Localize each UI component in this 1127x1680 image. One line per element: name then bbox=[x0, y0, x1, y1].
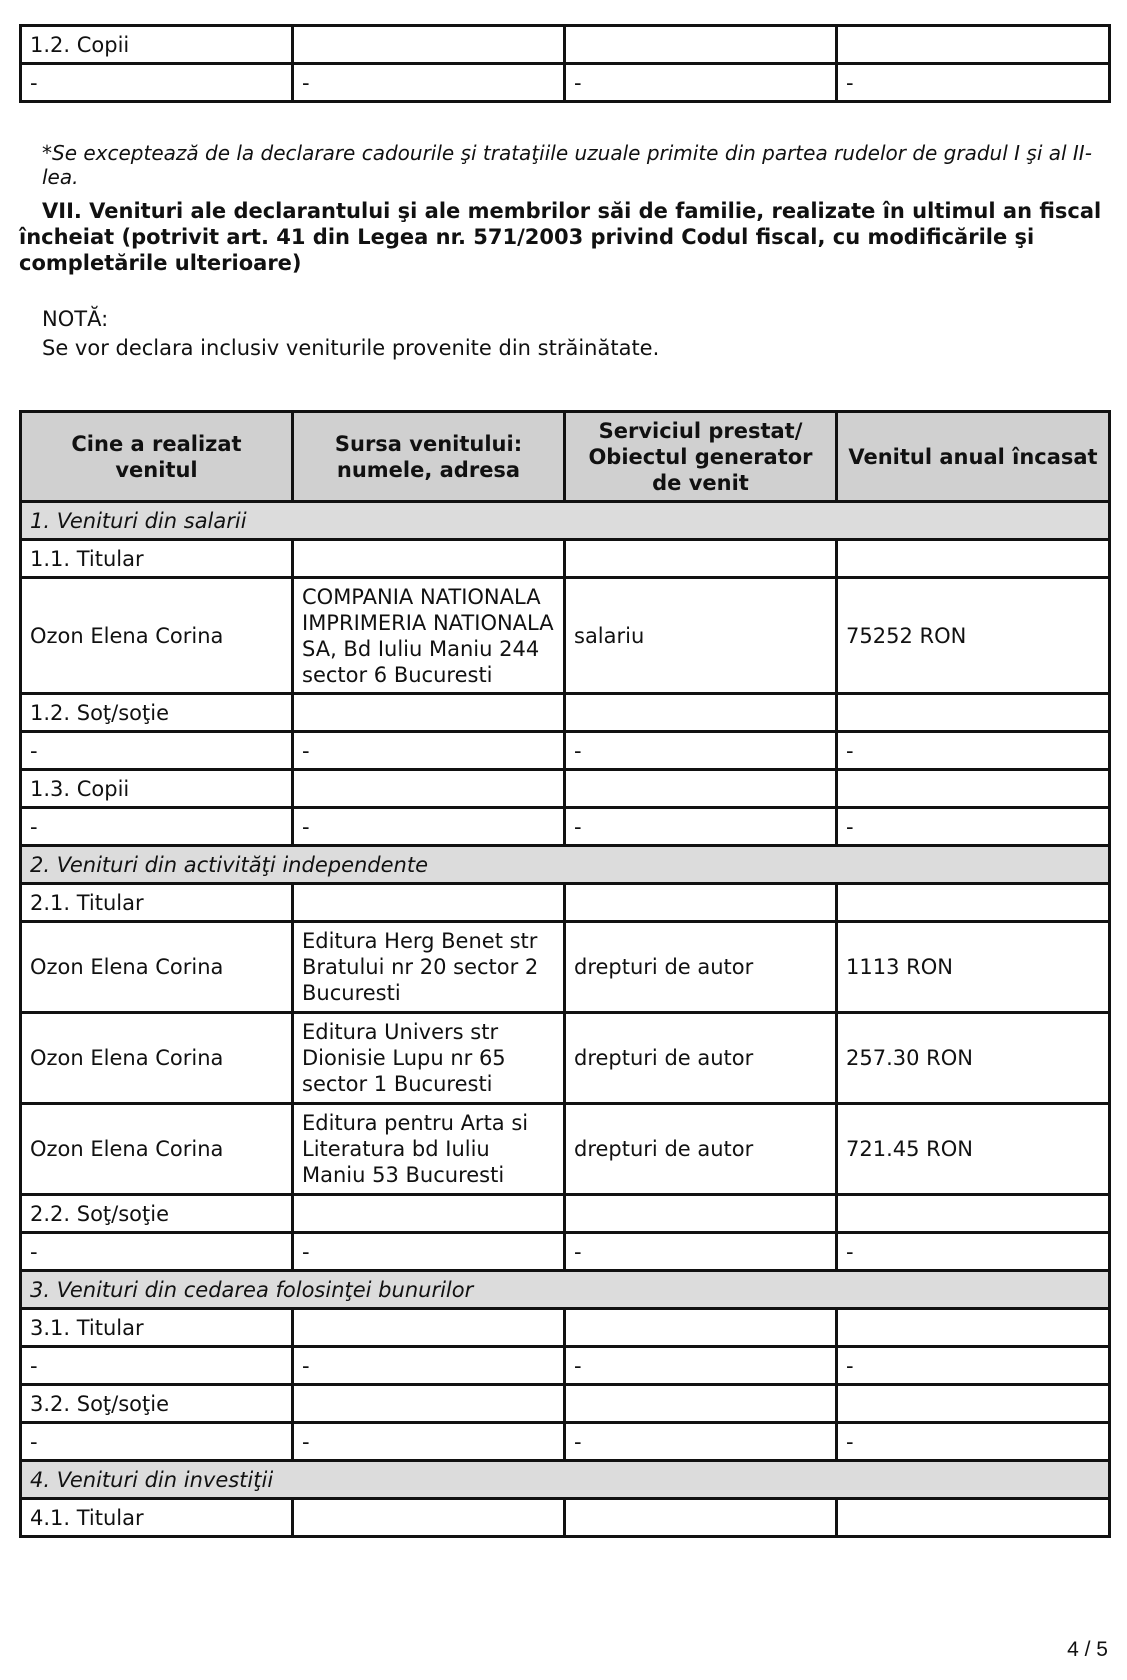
table-cell bbox=[293, 26, 565, 64]
table-row bbox=[21, 26, 1110, 64]
table-cell: - bbox=[837, 732, 1110, 770]
children-table bbox=[19, 24, 1111, 103]
table-cell: drepturi de autor bbox=[565, 1104, 837, 1195]
table-cell: drepturi de autor bbox=[565, 922, 837, 1013]
table-cell: - bbox=[565, 732, 837, 770]
table-cell: 3.2. Soţ/soţie bbox=[21, 1385, 293, 1423]
income-table bbox=[19, 410, 1111, 1538]
table-row bbox=[21, 64, 1110, 102]
table-cell: - bbox=[293, 1347, 565, 1385]
table-cell bbox=[565, 884, 837, 922]
table-cell: 75252 RON bbox=[837, 578, 1110, 694]
table-cell: - bbox=[293, 1423, 565, 1461]
table-cell bbox=[837, 540, 1110, 578]
table-row bbox=[21, 1195, 1110, 1233]
category-row bbox=[21, 846, 1110, 884]
table-cell: Editura Herg Benet str Bratului nr 20 sector 2 Bucuresti bbox=[293, 922, 565, 1013]
table-cell bbox=[565, 26, 837, 64]
header-who: Cine a realizat venitul bbox=[21, 412, 293, 502]
category-label: 2. Venituri din activităţi independente bbox=[21, 846, 1110, 884]
table-row bbox=[21, 808, 1110, 846]
table-cell bbox=[293, 770, 565, 808]
table-cell: - bbox=[837, 64, 1110, 102]
table-row bbox=[21, 1347, 1110, 1385]
table-cell: 721.45 RON bbox=[837, 1104, 1110, 1195]
table-cell bbox=[293, 1195, 565, 1233]
table-cell: - bbox=[565, 1233, 837, 1271]
header-annual-income: Venitul anual încasat bbox=[837, 412, 1110, 502]
table-row bbox=[21, 1423, 1110, 1461]
table-cell bbox=[837, 26, 1110, 64]
table-cell: Editura pentru Arta si Literatura bd Iuliu Maniu 53 Bucuresti bbox=[293, 1104, 565, 1195]
table-cell: Ozon Elena Corina bbox=[21, 1104, 293, 1195]
table-cell: - bbox=[565, 64, 837, 102]
gifts-exception-note: *Se exceptează de la declarare cadourile şi trataţiile uzuale primite din partea rudelor de gradul I şi al II-lea. bbox=[42, 141, 1092, 189]
table-cell: - bbox=[293, 1233, 565, 1271]
table-cell: - bbox=[565, 808, 837, 846]
table-cell: 2.1. Titular bbox=[21, 884, 293, 922]
table-cell: - bbox=[837, 1423, 1110, 1461]
table-cell: - bbox=[21, 64, 293, 102]
page-number: 4 / 5 bbox=[1067, 1638, 1108, 1661]
table-cell bbox=[565, 1309, 837, 1347]
table-cell bbox=[293, 540, 565, 578]
table-cell bbox=[293, 1499, 565, 1537]
table-cell bbox=[837, 1195, 1110, 1233]
table-cell bbox=[565, 1499, 837, 1537]
section-title: VII. Venituri ale declarantului şi ale membrilor săi de familie, realizate în ultimul an fiscal încheiat (potrivit art. 41 din Legea nr. 571/2003 privind Codul fiscal, cu modificările şi completările ulterioare) bbox=[19, 199, 1102, 275]
table-cell bbox=[565, 1195, 837, 1233]
table-cell: 4.1. Titular bbox=[21, 1499, 293, 1537]
table-row bbox=[21, 1104, 1110, 1195]
table-cell bbox=[837, 770, 1110, 808]
table-cell: - bbox=[21, 1347, 293, 1385]
nota-text: Se vor declara inclusiv veniturile provenite din străinătate. bbox=[42, 336, 660, 360]
nota-label: NOTĂ: bbox=[42, 307, 109, 331]
table-cell bbox=[837, 1499, 1110, 1537]
table-row bbox=[21, 1013, 1110, 1104]
table-cell: Ozon Elena Corina bbox=[21, 1013, 293, 1104]
table-cell: 2.2. Soţ/soţie bbox=[21, 1195, 293, 1233]
table-row bbox=[21, 540, 1110, 578]
table-cell bbox=[565, 694, 837, 732]
table-cell: salariu bbox=[565, 578, 837, 694]
table-row bbox=[21, 1499, 1110, 1537]
table-cell: - bbox=[21, 808, 293, 846]
table-cell bbox=[565, 1385, 837, 1423]
table-cell: - bbox=[565, 1423, 837, 1461]
table-row bbox=[21, 694, 1110, 732]
table-cell: - bbox=[293, 64, 565, 102]
header-source: Sursa venitului: numele, adresa bbox=[293, 412, 565, 502]
category-label: 4. Venituri din investiţii bbox=[21, 1461, 1110, 1499]
table-cell: - bbox=[837, 1347, 1110, 1385]
table-cell: Editura Univers str Dionisie Lupu nr 65 sector 1 Bucuresti bbox=[293, 1013, 565, 1104]
table-cell: 1.3. Copii bbox=[21, 770, 293, 808]
category-row bbox=[21, 1461, 1110, 1499]
table-cell: - bbox=[565, 1347, 837, 1385]
table-cell: 257.30 RON bbox=[837, 1013, 1110, 1104]
table-cell: - bbox=[293, 808, 565, 846]
table-row bbox=[21, 1309, 1110, 1347]
table-cell: 1.1. Titular bbox=[21, 540, 293, 578]
table-row bbox=[21, 770, 1110, 808]
table-cell: 1.2. Soţ/soţie bbox=[21, 694, 293, 732]
table-cell: Ozon Elena Corina bbox=[21, 922, 293, 1013]
table-cell: Ozon Elena Corina bbox=[21, 578, 293, 694]
table-cell bbox=[837, 884, 1110, 922]
table-row bbox=[21, 922, 1110, 1013]
table-cell bbox=[565, 770, 837, 808]
income-table-header-row bbox=[21, 412, 1110, 502]
table-cell: - bbox=[837, 808, 1110, 846]
category-label: 3. Venituri din cedarea folosinţei bunurilor bbox=[21, 1271, 1110, 1309]
category-row bbox=[21, 1271, 1110, 1309]
table-cell: 1.2. Copii bbox=[21, 26, 293, 64]
table-row bbox=[21, 1233, 1110, 1271]
table-cell bbox=[837, 1309, 1110, 1347]
table-cell bbox=[293, 694, 565, 732]
table-cell: - bbox=[293, 732, 565, 770]
table-cell: - bbox=[21, 1423, 293, 1461]
table-cell: 3.1. Titular bbox=[21, 1309, 293, 1347]
table-row bbox=[21, 732, 1110, 770]
table-cell bbox=[837, 1385, 1110, 1423]
children-table-body bbox=[21, 26, 1110, 102]
table-cell: - bbox=[837, 1233, 1110, 1271]
table-cell bbox=[293, 884, 565, 922]
table-cell: 1113 RON bbox=[837, 922, 1110, 1013]
table-cell bbox=[565, 540, 837, 578]
table-row bbox=[21, 1385, 1110, 1423]
table-cell bbox=[293, 1309, 565, 1347]
table-cell: COMPANIA NATIONALA IMPRIMERIA NATIONALA SA, Bd Iuliu Maniu 244 sector 6 Bucuresti bbox=[293, 578, 565, 694]
category-row bbox=[21, 502, 1110, 540]
table-cell bbox=[293, 1385, 565, 1423]
table-cell: - bbox=[21, 732, 293, 770]
table-cell bbox=[837, 694, 1110, 732]
category-label: 1. Venituri din salarii bbox=[21, 502, 1110, 540]
header-service: Serviciul prestat/ Obiectul generator de venit bbox=[565, 412, 837, 502]
table-cell: drepturi de autor bbox=[565, 1013, 837, 1104]
table-cell: - bbox=[21, 1233, 293, 1271]
table-row bbox=[21, 578, 1110, 694]
income-table-body bbox=[21, 502, 1110, 1537]
table-row bbox=[21, 884, 1110, 922]
